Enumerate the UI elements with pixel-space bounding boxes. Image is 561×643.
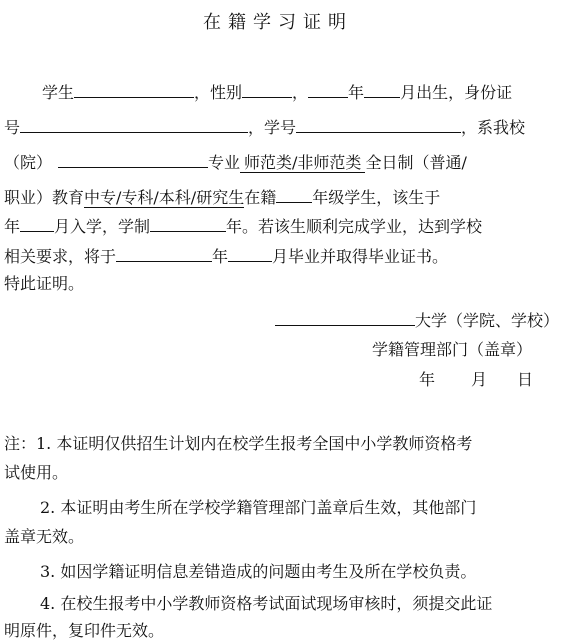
label-university: 大学（学院、学校） bbox=[415, 311, 560, 330]
form-line-4 bbox=[4, 185, 440, 209]
page-title: 在籍学习证明 bbox=[203, 12, 353, 33]
label-enrolled: 在籍 bbox=[244, 188, 277, 207]
birth-month-field[interactable] bbox=[364, 80, 400, 98]
student-name-field[interactable] bbox=[74, 80, 194, 98]
label-year: 年 bbox=[348, 83, 365, 102]
note-4-line-1: 4. 在校生报考中小学教师资格考试面试现场审核时，须提交此证 bbox=[40, 594, 493, 613]
label-birth-id: 月出生，身份证 bbox=[400, 83, 513, 102]
date-year: 年 bbox=[419, 370, 436, 389]
signature-date bbox=[419, 369, 533, 391]
label-graduation-year: 年 bbox=[212, 247, 229, 266]
duration-field[interactable] bbox=[150, 214, 226, 232]
note-4-line-2: 明原件，复印件无效。 bbox=[4, 621, 165, 640]
label-vocational-education: 职业）教育 bbox=[4, 188, 85, 207]
normal-type-option[interactable]: 师范类/非师范类 bbox=[240, 153, 365, 173]
label-enroll-duration: 月入学，学制 bbox=[54, 217, 151, 236]
label-gender: ，性别 bbox=[194, 83, 243, 102]
university-name-field[interactable] bbox=[275, 308, 415, 326]
grade-field[interactable] bbox=[276, 185, 312, 203]
graduation-year-field[interactable] bbox=[116, 244, 212, 262]
graduation-month-field[interactable] bbox=[228, 244, 272, 262]
note-3: 3. 如因学籍证明信息差错造成的问题由考生及所在学校负责。 bbox=[40, 562, 477, 581]
label-requirements: 相关要求，将于 bbox=[4, 247, 117, 266]
note-2-line-1: 2. 本证明由考生所在学校学籍管理部门盖章后生效，其他部门 bbox=[40, 498, 477, 517]
label-graduate-certificate: 月毕业并取得毕业证书。 bbox=[272, 247, 449, 266]
date-month: 月 bbox=[471, 370, 488, 389]
label-major: 专业 bbox=[208, 153, 241, 172]
label-department: （院） bbox=[4, 153, 53, 172]
signature-university bbox=[275, 308, 559, 332]
form-line-1 bbox=[42, 80, 512, 104]
form-line-2 bbox=[4, 115, 525, 139]
certify-text: 特此证明。 bbox=[4, 274, 85, 293]
label-enroll-year: 年 bbox=[4, 217, 21, 236]
label-fulltime: 全日制（普通/ bbox=[365, 153, 467, 172]
department-field[interactable] bbox=[58, 150, 208, 168]
label-our-school: ，系我校 bbox=[461, 118, 526, 137]
form-line-3 bbox=[4, 150, 467, 174]
id-number-field[interactable] bbox=[20, 115, 248, 133]
form-line-5 bbox=[4, 214, 482, 238]
student-number-field[interactable] bbox=[296, 115, 461, 133]
label-student: 学生 bbox=[42, 83, 75, 102]
label-id-number: 号 bbox=[4, 118, 21, 137]
label-complete-studies: 年。若该生顺利完成学业，达到学校 bbox=[226, 217, 483, 236]
note-2-line-2: 盖章无效。 bbox=[4, 527, 85, 546]
label-student-number: ，学号 bbox=[248, 118, 297, 137]
gender-field[interactable] bbox=[242, 80, 292, 98]
comma-sep: ， bbox=[292, 83, 309, 102]
note-1-line-1: 注：1. 本证明仅供招生计划内在校学生报考全国中小学教师资格考 bbox=[4, 434, 473, 453]
label-grade-student: 年级学生，该生于 bbox=[312, 188, 441, 207]
signature-department: 学籍管理部门（盖章） bbox=[372, 340, 533, 359]
form-line-6 bbox=[4, 244, 448, 268]
note-1-line-2: 试使用。 bbox=[4, 463, 69, 482]
education-level-option[interactable]: 中专/专科/本科/研究生 bbox=[84, 188, 245, 207]
date-day: 日 bbox=[517, 370, 534, 389]
birth-year-field[interactable] bbox=[308, 80, 348, 98]
enroll-month-field[interactable] bbox=[20, 214, 54, 232]
